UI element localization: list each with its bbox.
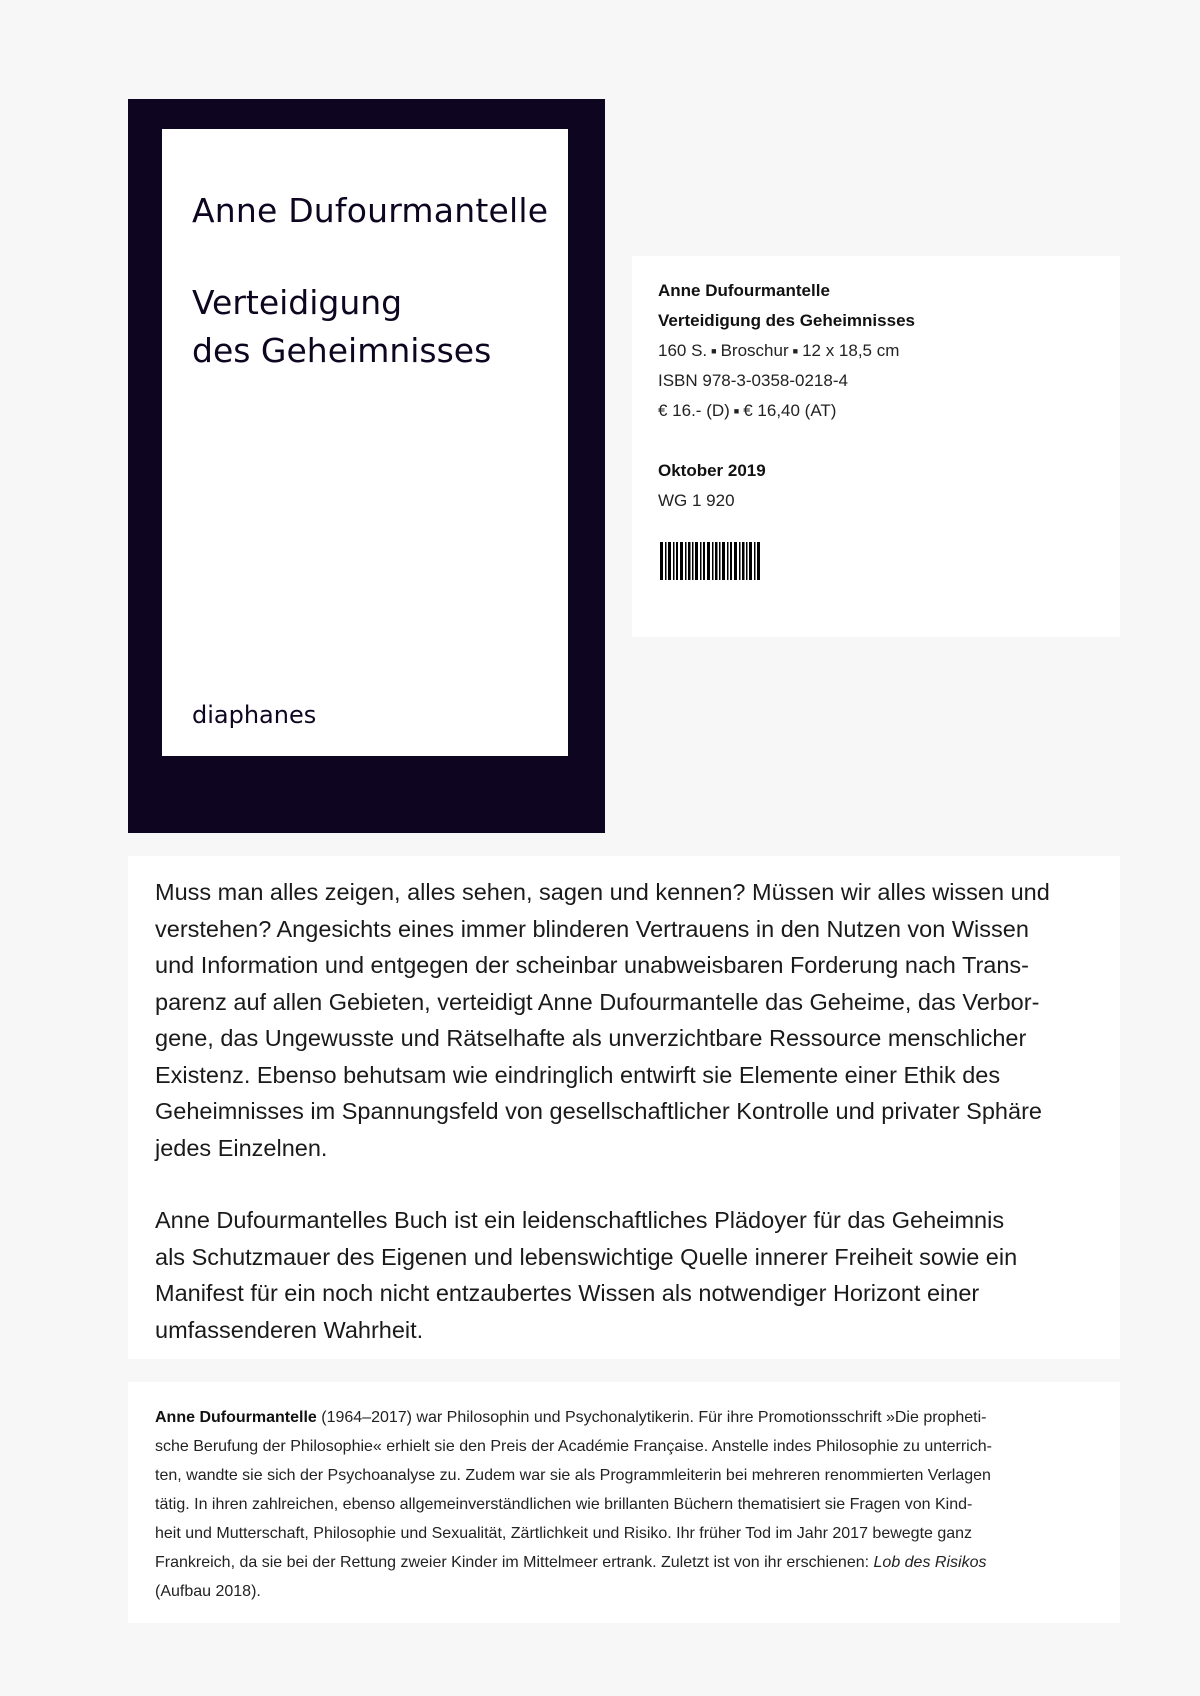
- description-line: Anne Dufourmantelles Buch ist ein leidenschaftliches Plädoyer für das Geheimnis: [155, 1207, 1005, 1233]
- info-specs: [658, 336, 915, 366]
- description-line: jedes Einzelnen.: [155, 1134, 328, 1161]
- bio-line: (Aufbau 2018).: [155, 1583, 261, 1600]
- info-price: [658, 396, 915, 426]
- cover-publisher: diaphanes: [192, 701, 317, 729]
- description-line: parenz auf allen Gebieten, verteidigt Anne Dufourmantelle das Geheime, das Verbor-: [155, 988, 1040, 1015]
- description-line: Geheimnisses im Spannungsfeld von gesellschaftlicher Kontrolle und privater Sphäre: [155, 1098, 1042, 1124]
- info-pages: 160 S.: [658, 341, 708, 360]
- description-line: Manifest für ein noch nicht entzaubertes Wissen als notwendiger Horizont einer: [155, 1280, 980, 1306]
- description-line: verstehen? Angesichts eines immer blinderen Vertrauens in den Nutzen von Wissen: [155, 915, 1029, 942]
- book-info-lines: [658, 276, 915, 516]
- bio-line-6-text: Frankreich, da sie bei der Rettung zweier Kinder im Mittelmeer ertrank. Zuletzt ist von ihr erschienen:: [155, 1554, 874, 1571]
- description-line: als Schutzmauer des Eigenen und lebenswichtige Quelle innerer Freiheit sowie ein: [155, 1243, 1018, 1270]
- cover-title-line-2: des Geheimnisses: [192, 331, 492, 370]
- bio-line: sche Berufung der Philosophie« erhielt sie den Preis der Académie Française. Anstelle indes Philosophie zu unterrich-: [155, 1438, 992, 1455]
- info-title: Verteidigung des Geheimnisses: [658, 311, 915, 330]
- bio-book-title: Lob des Risikos: [873, 1554, 987, 1571]
- info-release-date: Oktober 2019: [658, 461, 766, 480]
- bio-author-name: Anne Dufourmantelle: [155, 1409, 317, 1426]
- info-wg: WG 1 920: [658, 491, 735, 510]
- bio-line: [155, 1548, 1105, 1577]
- bio-line: [155, 1403, 1105, 1432]
- spacer: [658, 426, 915, 456]
- bio-line-1-text: (1964–2017) war Philosophin und Psychonalytikerin. Für ihre Promotionsschrift »Die propheti-: [316, 1409, 987, 1426]
- cover-title: [192, 279, 491, 375]
- book-description: [128, 856, 1120, 1359]
- description-paragraph-2: [155, 1202, 1095, 1348]
- bio-line: ten, wandte sie sich der Psychoanalyse zu. Zudem war sie als Programmleiterin bei mehreren renommierten Verlagen: [155, 1467, 991, 1484]
- cover-author: Anne Dufourmantelle: [192, 191, 549, 230]
- description-paragraph-1: [155, 874, 1095, 1166]
- author-bio: [128, 1382, 1120, 1623]
- separator-icon: ■: [733, 406, 740, 416]
- info-author: Anne Dufourmantelle: [658, 281, 830, 300]
- separator-icon: ■: [711, 346, 717, 356]
- info-price-at: € 16,40 (AT): [743, 401, 837, 420]
- book-cover: [128, 99, 605, 833]
- book-cover-panel: [162, 129, 568, 756]
- info-binding: Broschur: [720, 341, 789, 360]
- book-info-card: [632, 256, 1120, 637]
- bio-line: tätig. In ihren zahlreichen, ebenso allgemeinverständlichen wie brillanten Büchern thematisiert sie Fragen von Kind-: [155, 1496, 973, 1513]
- info-format: 12 x 18,5 cm: [802, 341, 900, 360]
- description-line: gene, das Ungewusste und Rätselhafte als unverzichtbare Ressource menschlicher: [155, 1025, 1027, 1051]
- barcode-icon: [660, 542, 760, 580]
- info-price-de: € 16.- (D): [658, 401, 730, 420]
- info-isbn: ISBN 978-3-0358-0218-4: [658, 371, 848, 390]
- cover-title-line-1: Verteidigung: [192, 283, 403, 322]
- description-line: und Information und entgegen der scheinbar unabweisbaren Forderung nach Trans-: [155, 952, 1029, 978]
- description-line: Existenz. Ebenso behutsam wie eindringlich entwirft sie Elemente einer Ethik des: [155, 1061, 1001, 1088]
- description-line: umfassenderen Wahrheit.: [155, 1316, 424, 1343]
- separator-icon: ■: [792, 346, 799, 356]
- author-bio-text: [155, 1403, 1105, 1606]
- bio-line: heit und Mutterschaft, Philosophie und Sexualität, Zärtlichkeit und Risiko. Ihr früher Tod im Jahr 2017 bewegte ganz: [155, 1525, 973, 1542]
- description-line: Muss man alles zeigen, alles sehen, sagen und kennen? Müssen wir alles wissen und: [155, 879, 1050, 905]
